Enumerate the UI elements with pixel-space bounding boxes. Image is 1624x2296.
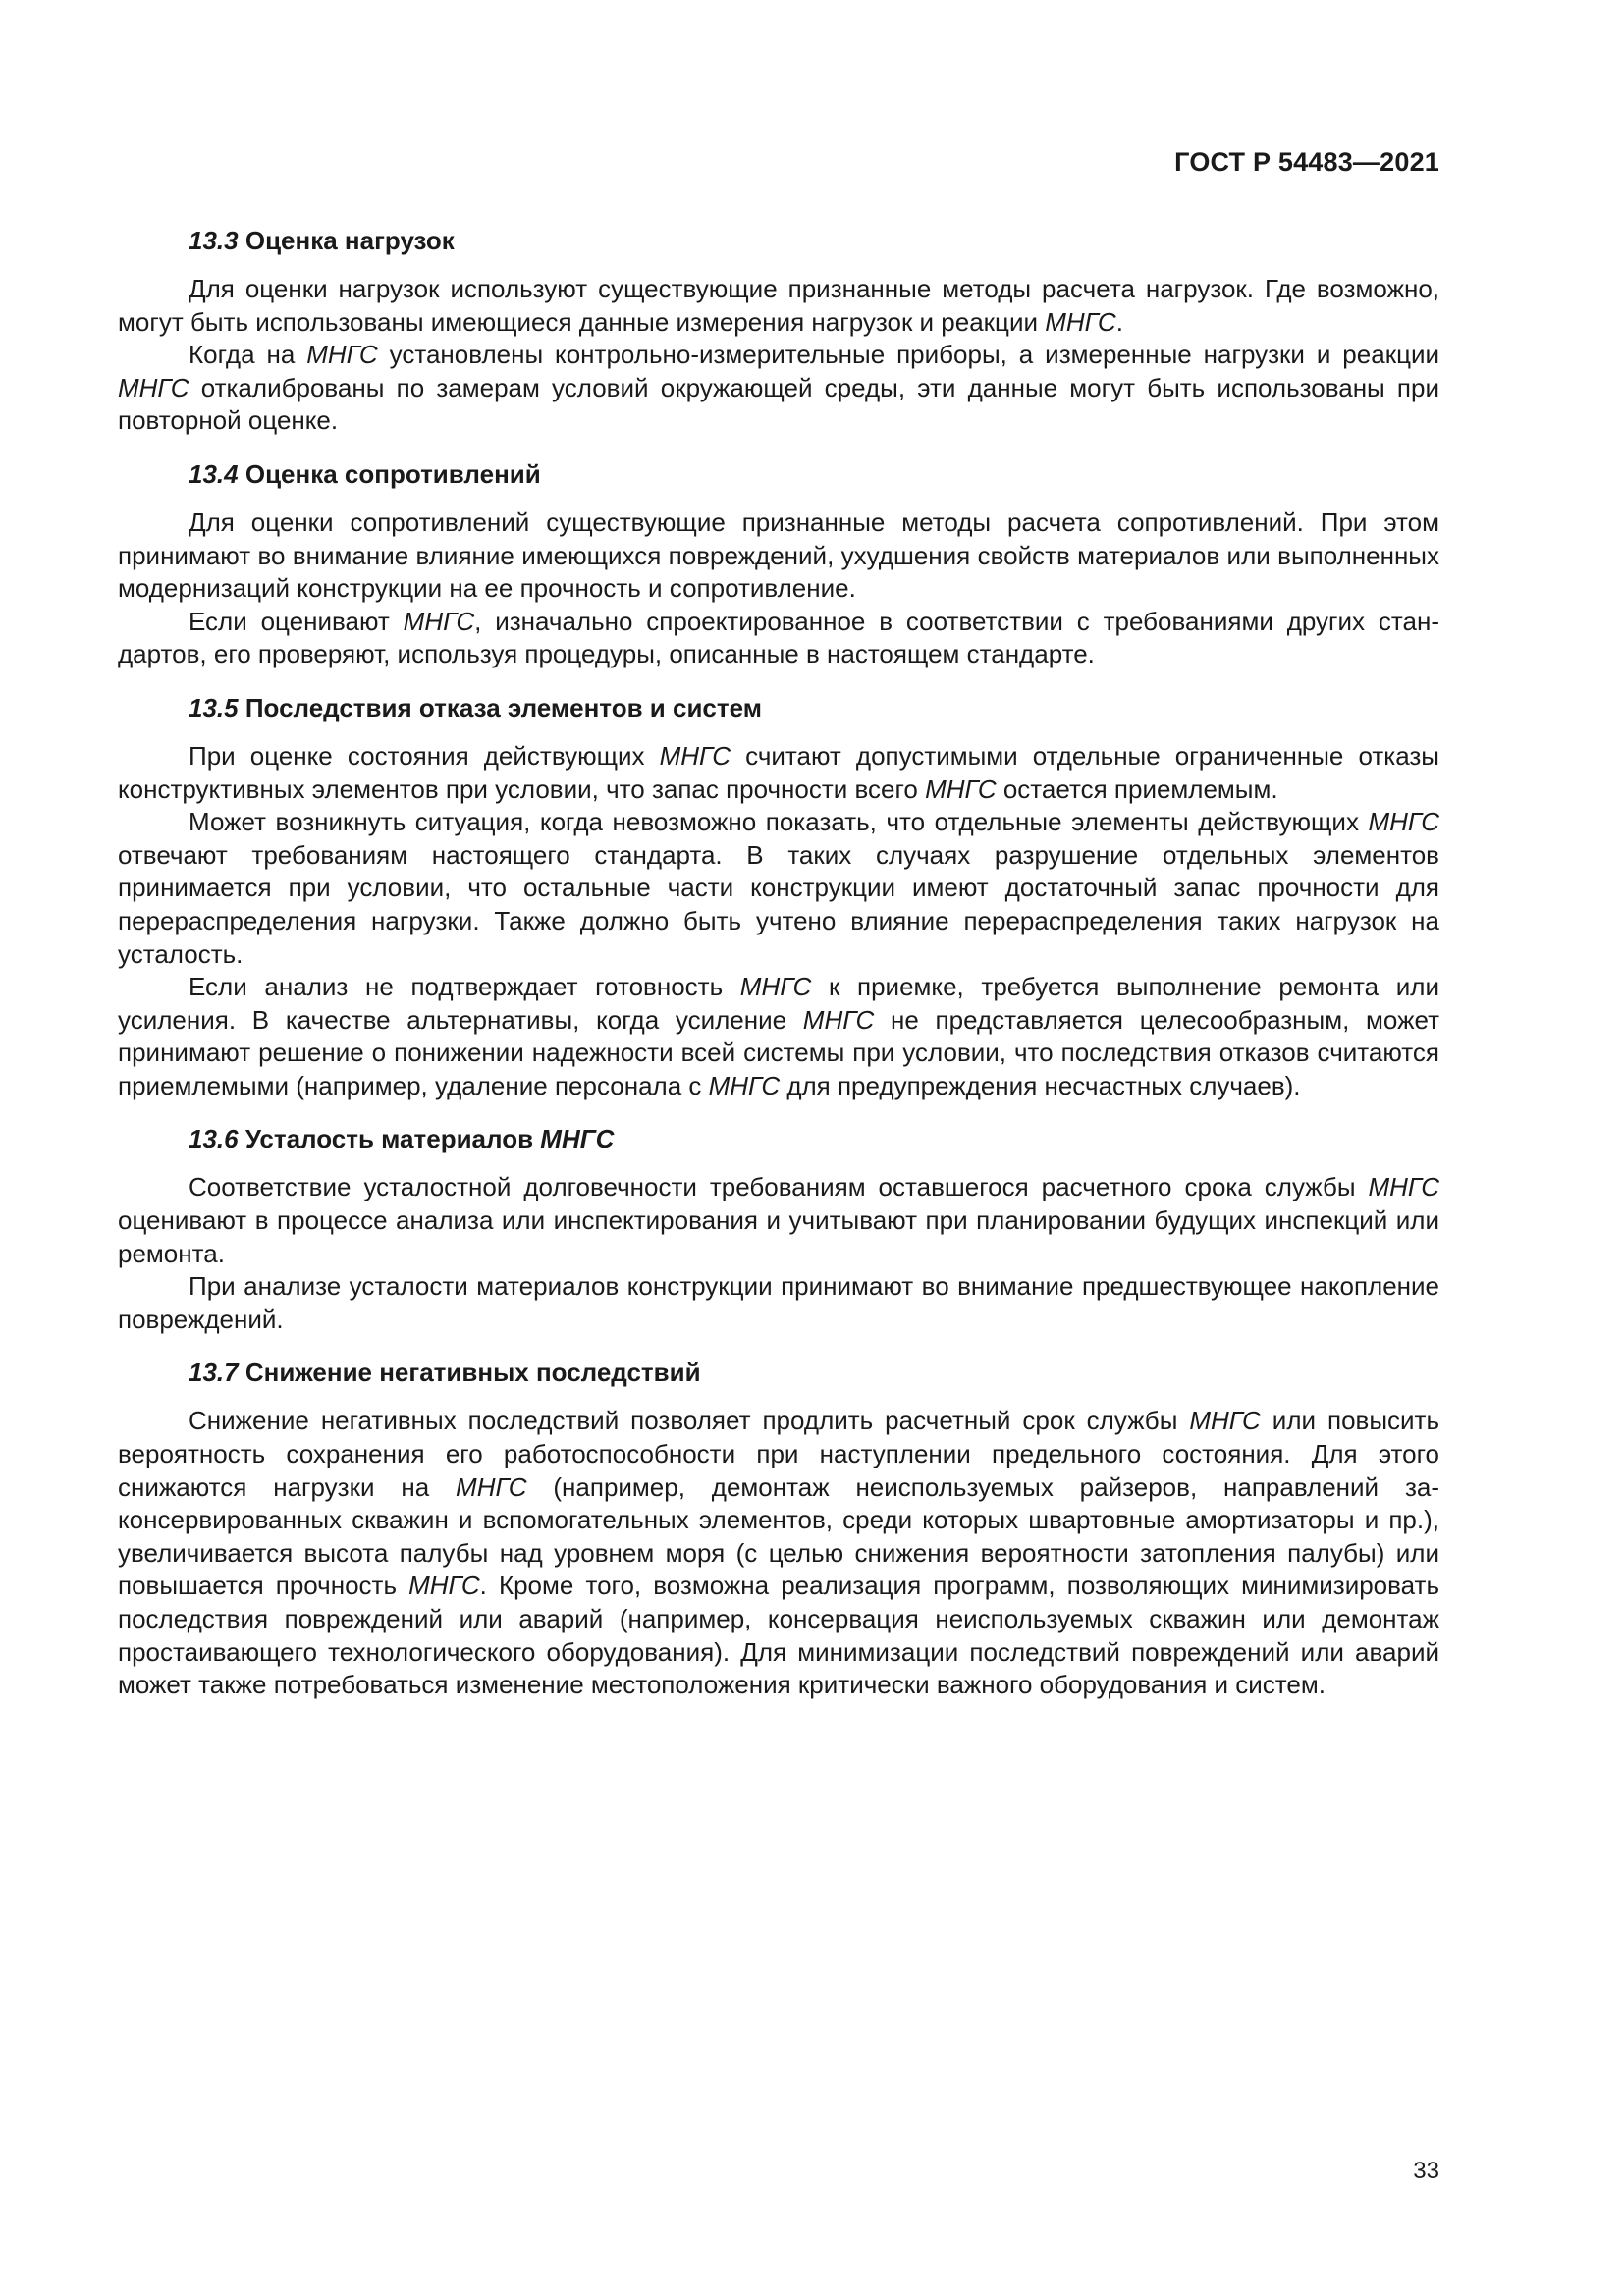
section-title: 13.6 Усталость материалов МНГС bbox=[189, 1124, 615, 1154]
text-run: . Кроме того, возможна реализация программ, позволяющих минимизировать последствия повреждений или аварий (например, консервация неиспользуемых скважин или демонтаж простаивающего технологического оборудования). Для минимизации последствий повреждений или аварий может также потребоваться изменение местоположения критически важного оборудования и систем. bbox=[118, 1571, 1440, 1700]
text-run: Если анализ не подтверждает готовность bbox=[189, 972, 740, 1002]
text-run: При оценке состояния действующих bbox=[189, 740, 660, 771]
section-13-5 bbox=[118, 691, 1439, 1103]
paragraph bbox=[118, 806, 1439, 971]
text-run: не представляется целесообразным, может принимают решение о понижении надежности всей системы при условии, что последствия отказов считаются приемлемыми (например, удаление персонала с bbox=[118, 1004, 1439, 1100]
italic-term: МНГС bbox=[659, 740, 731, 771]
text-run: откалиброваны по замерам условий окружающей среды, эти данные могут быть использованы при повторной оценке. bbox=[118, 372, 1439, 436]
section-title: 13.3 Оценка нагрузок bbox=[189, 226, 455, 255]
text-run: Когда на bbox=[189, 340, 307, 370]
text-run: к приемке, требуется выполнение ремонта или усиления. В качестве альтернативы, когда усиление bbox=[118, 972, 1440, 1035]
italic-term: МНГС bbox=[708, 1070, 781, 1100]
section-title: 13.7 Снижение негативных последствий bbox=[189, 1358, 701, 1388]
page-number: 33 bbox=[1413, 2158, 1439, 2184]
document-id: ГОСТ Р 54483—2021 bbox=[1174, 147, 1439, 177]
text-run: Соответствие усталостной долговечности требованиям оставшегося расчетного срока службы bbox=[189, 1172, 1369, 1202]
italic-term: МНГС bbox=[1189, 1406, 1261, 1436]
italic-term: МНГС bbox=[739, 972, 812, 1002]
text-run: , изначально спроектированное в соответствии с требованиями других стандартов, его проверяют, используя процедуры, описанные в настоящем стандарте. bbox=[118, 606, 1439, 669]
paragraph bbox=[118, 971, 1439, 1102]
text-run: Для оценки сопротивлений существующие признанные методы расчета сопротивлений. При этом принимают во внимание влияние имеющихся повреждений, ухудшения свойств материалов или выполненных модернизаций конструкции на ее прочность и сопротивление. bbox=[118, 507, 1439, 604]
paragraph bbox=[118, 606, 1439, 671]
italic-term: МНГС bbox=[456, 1471, 527, 1502]
italic-term: МНГС bbox=[1368, 807, 1439, 837]
text-run: отвечают требованиям настоящего стандарта. В таких случаях разрушение отдельных элементов принимается при условии, что остальные части конструкции имеют достаточный запас прочности для перераспределения нагрузки. Также должно быть учтено влияние перераспределения таких нагрузок на усталость. bbox=[118, 839, 1439, 969]
section-13-4 bbox=[118, 457, 1439, 671]
paragraph bbox=[118, 1405, 1439, 1701]
italic-term: МНГС bbox=[1368, 1172, 1439, 1202]
text-run: При анализе усталости материалов конструкции принимают во внимание предшествующее накопление повреждений. bbox=[118, 1271, 1439, 1334]
paragraph bbox=[118, 507, 1439, 606]
italic-term: МНГС bbox=[802, 1004, 875, 1035]
section-title: 13.5 Последствия отказа элементов и систем bbox=[189, 692, 762, 722]
section-13-3 bbox=[118, 224, 1439, 438]
text-run: Если оценивают bbox=[189, 606, 404, 636]
document-body bbox=[118, 224, 1439, 1722]
text-run: установлены контрольно-измерительные приборы, а измеренные нагрузки и реакции bbox=[377, 340, 1440, 370]
text-run: . bbox=[1115, 306, 1123, 337]
paragraph bbox=[118, 273, 1439, 339]
section-title: 13.4 Оценка сопротивлений bbox=[189, 458, 541, 489]
text-run: Для оценки нагрузок используют существующие признанные методы расчета нагрузок. Где возможно, могут быть использованы имеющиеся данные измерения нагрузок и реакции bbox=[118, 274, 1439, 337]
italic-term: МНГС bbox=[118, 372, 189, 402]
text-run: Может возникнуть ситуация, когда невозможно показать, что отдельные элементы действующих bbox=[189, 807, 1369, 837]
text-run: Снижение негативных последствий позволяет продлить расчетный срок службы bbox=[189, 1406, 1190, 1436]
italic-term: МНГС bbox=[403, 606, 475, 636]
text-run: остается приемлемым. bbox=[996, 774, 1278, 804]
text-run: (например, демонтаж неиспользуемых райзеров, направлений законсервированных скважин и вспомогательных элементов, среди которых швартовные амортизаторы и пр.), увеличивается высота палубы над уровнем моря (с целью снижения вероятности затопления палубы) или повышается прочность bbox=[118, 1471, 1439, 1601]
text-run: оценивают в процессе анализа или инспектирования и учитывают при планировании будущих инспекций или ремонта. bbox=[118, 1205, 1439, 1268]
paragraph bbox=[118, 1171, 1439, 1270]
text-run: для предупреждения несчастных случаев). bbox=[780, 1070, 1301, 1100]
italic-term: МНГС bbox=[1045, 306, 1116, 337]
section-13-6 bbox=[118, 1122, 1439, 1336]
paragraph bbox=[118, 1270, 1439, 1336]
text-run: или повысить вероятность сохранения его работоспособности при наступлении предельного состояния. Для этого снижаются нагрузки на bbox=[118, 1406, 1440, 1502]
text-run: считают допустимыми отдельные ограниченные отказы конструктивных элементов при условии, что запас прочности всего bbox=[118, 740, 1439, 804]
section-13-7 bbox=[118, 1356, 1439, 1701]
italic-term: МНГС bbox=[408, 1571, 480, 1601]
italic-term: МНГС bbox=[306, 340, 378, 370]
paragraph bbox=[118, 339, 1439, 438]
italic-term: МНГС bbox=[925, 774, 997, 804]
paragraph bbox=[118, 740, 1439, 806]
